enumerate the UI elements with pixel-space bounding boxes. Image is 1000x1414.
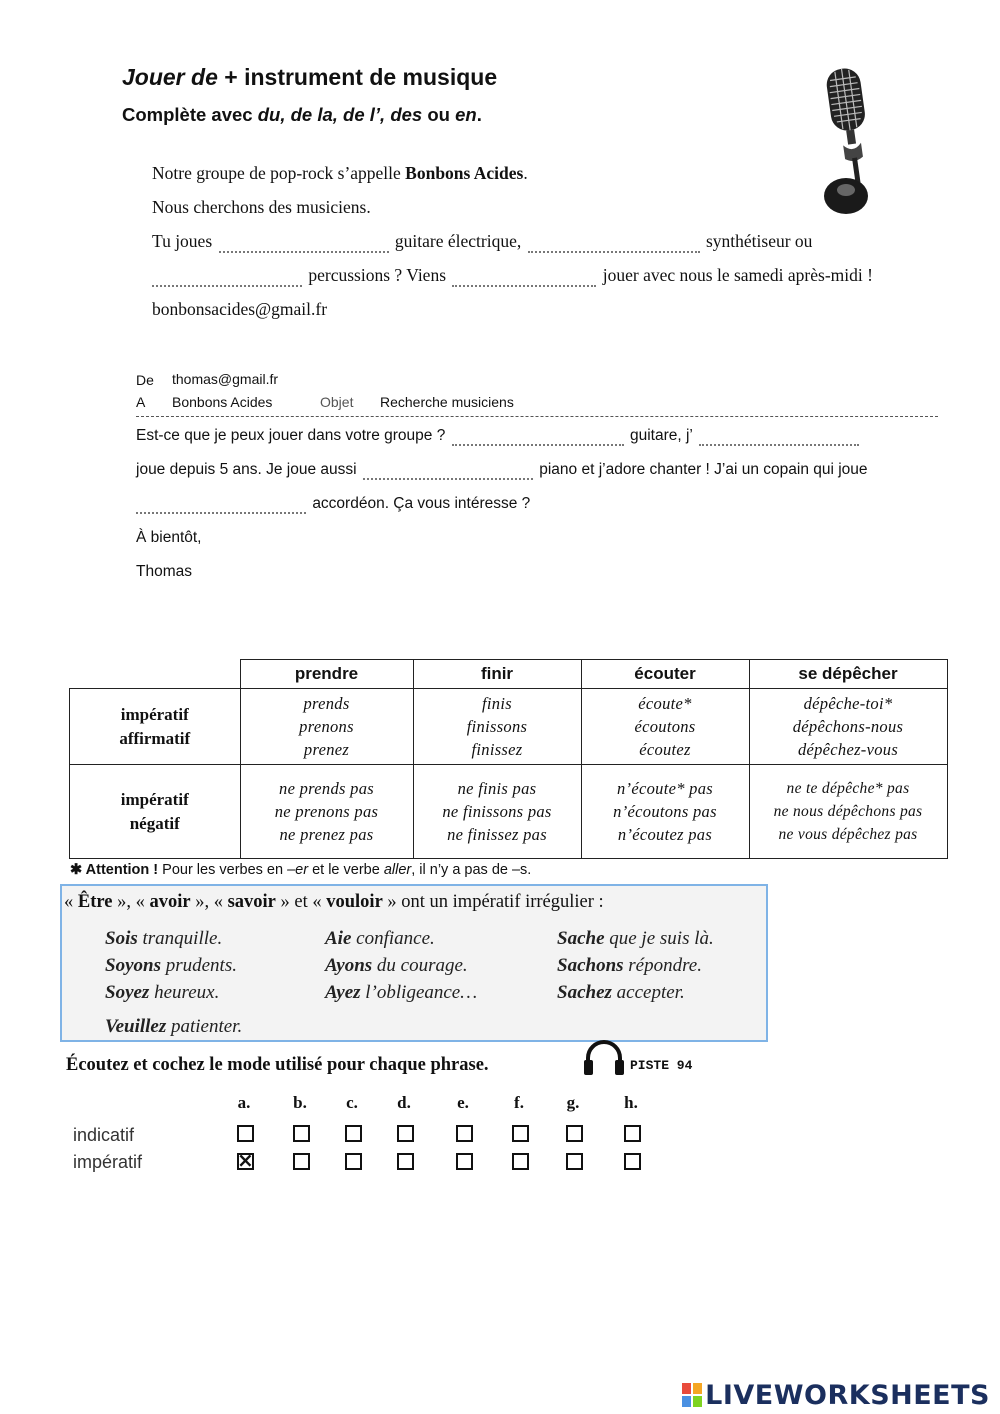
exercise-instruction bbox=[122, 104, 482, 126]
table-header: se dépêcher bbox=[749, 660, 947, 689]
headphones-icon bbox=[582, 1040, 626, 1076]
checkbox-imperatif-h[interactable] bbox=[624, 1153, 641, 1170]
ad-line-1 bbox=[152, 163, 528, 184]
ad-line-3 bbox=[152, 231, 812, 253]
row-label-indicatif: indicatif bbox=[73, 1125, 135, 1145]
mail-line-1-b: guitare, j’ bbox=[629, 427, 693, 444]
checkbox-imperatif-c[interactable] bbox=[345, 1153, 362, 1170]
irr-verb-avoir: avoir bbox=[149, 892, 191, 912]
irregular-example bbox=[105, 982, 219, 1004]
mail-to-label: A bbox=[136, 394, 146, 410]
irr-rest: heureux. bbox=[149, 982, 220, 1003]
mail-line-3-a: accordéon. Ça vous intéresse ? bbox=[312, 495, 531, 512]
liveworksheets-logo[interactable] bbox=[682, 1380, 990, 1411]
table-header: prendre bbox=[240, 660, 413, 689]
verb-form: écoute* bbox=[638, 694, 692, 713]
irr-rest: que je suis là. bbox=[604, 928, 714, 949]
checkbox-indicatif-b[interactable] bbox=[293, 1125, 310, 1142]
band-name: Bonbons Acides bbox=[405, 163, 524, 183]
attention-note bbox=[70, 862, 531, 878]
logo-text: LIVEWORKSHEETS bbox=[705, 1380, 990, 1411]
note-aller: aller bbox=[383, 862, 412, 878]
blank-7-input[interactable] bbox=[363, 462, 533, 480]
column-letter: b. bbox=[293, 1093, 307, 1112]
table-corner bbox=[70, 660, 241, 689]
table-header-row bbox=[70, 660, 948, 689]
exercise-title bbox=[122, 64, 497, 91]
table-header: finir bbox=[413, 660, 581, 689]
verb-form: n’écoutons pas bbox=[613, 802, 717, 821]
checkbox-imperatif-e[interactable] bbox=[456, 1153, 473, 1170]
checkbox-imperatif-g[interactable] bbox=[566, 1153, 583, 1170]
table-row bbox=[70, 689, 948, 765]
irregular-example bbox=[325, 955, 468, 977]
irr-verb: Soyons bbox=[105, 955, 161, 976]
irregular-example bbox=[557, 955, 702, 977]
ad-line-4-a: percussions ? Viens bbox=[308, 265, 447, 285]
ad-line-3-b: guitare électrique, bbox=[394, 231, 522, 251]
liveworksheets-logo-icon bbox=[682, 1383, 702, 1407]
checkbox-indicatif-f[interactable] bbox=[512, 1125, 529, 1142]
irr-verb: Soyez bbox=[105, 982, 150, 1003]
checkbox-imperatif-f[interactable] bbox=[512, 1153, 529, 1170]
ad-line-3-a: Tu joues bbox=[152, 231, 213, 251]
verb-form: n’écoute* pas bbox=[617, 779, 713, 798]
verb-form: dépêchons-nous bbox=[792, 717, 904, 736]
blank-1-input[interactable] bbox=[219, 235, 389, 253]
ad-line-2: Nous cherchons des musiciens. bbox=[152, 197, 371, 217]
column-letter: e. bbox=[457, 1093, 469, 1112]
mail-line-3 bbox=[136, 495, 530, 514]
table-cell bbox=[240, 689, 413, 765]
column-letter: h. bbox=[624, 1093, 638, 1112]
blank-4-input[interactable] bbox=[452, 269, 596, 287]
irr-verb-vouloir: vouloir bbox=[326, 892, 383, 912]
listening-instruction: Écoutez et cochez le mode utilisé pour chaque phrase. bbox=[66, 1055, 489, 1075]
table-row bbox=[70, 765, 948, 859]
verb-form: finissons bbox=[466, 717, 528, 736]
ad-line-3-c: synthétiseur ou bbox=[705, 231, 813, 251]
mail-subject-label: Objet bbox=[320, 394, 354, 410]
title-italic: Jouer de bbox=[122, 64, 218, 90]
ad-line-1-end: . bbox=[523, 163, 528, 183]
row-label-line: négatif bbox=[129, 813, 180, 833]
irr-title-part: » et « bbox=[275, 892, 327, 912]
irregular-example bbox=[325, 982, 477, 1004]
checkbox-imperatif-a[interactable] bbox=[237, 1153, 254, 1170]
verb-form: ne vous dépêchez pas bbox=[778, 826, 918, 843]
verb-form: ne finissons pas bbox=[442, 802, 552, 821]
row-label-line: impératif bbox=[120, 789, 189, 809]
note-text-3: , il n’y a pas de –s. bbox=[411, 862, 532, 878]
irr-verb: Ayons bbox=[325, 955, 373, 976]
verb-form: ne nous dépêchons pas bbox=[773, 803, 923, 820]
microphone-icon bbox=[818, 62, 884, 217]
irr-title-part: « bbox=[64, 892, 78, 912]
column-letter: c. bbox=[346, 1093, 358, 1112]
irr-verb: Sachez bbox=[557, 982, 612, 1003]
mail-divider bbox=[136, 416, 938, 417]
mail-line-1 bbox=[136, 427, 861, 446]
mail-line-2-b: piano et j’adore chanter ! J’ai un copain qui joue bbox=[539, 461, 868, 478]
title-rest: + instrument de musique bbox=[217, 64, 498, 90]
mail-signature: Thomas bbox=[136, 563, 192, 580]
irr-title-part: » ont un impératif irrégulier : bbox=[382, 892, 604, 912]
verb-form: prends bbox=[303, 694, 350, 713]
verb-form: finis bbox=[482, 694, 512, 713]
irr-rest: du courage. bbox=[372, 955, 468, 976]
row-label bbox=[70, 689, 241, 765]
mail-line-2 bbox=[136, 461, 868, 480]
irr-rest: tranquille. bbox=[137, 928, 223, 949]
instruction-words: du, de la, de l’, des bbox=[257, 104, 423, 125]
irr-verb: Sache bbox=[557, 928, 605, 949]
irr-verb: Sois bbox=[105, 928, 138, 949]
checkbox-indicatif-d[interactable] bbox=[397, 1125, 414, 1142]
ad-line-4 bbox=[152, 265, 873, 287]
instruction-middle: ou bbox=[422, 104, 456, 125]
blank-2-input[interactable] bbox=[528, 235, 700, 253]
mail-from-label: De bbox=[136, 372, 154, 388]
irr-verb-etre: Être bbox=[77, 892, 113, 912]
irr-rest: patienter. bbox=[166, 1016, 243, 1037]
instruction-last: en bbox=[455, 104, 477, 125]
mail-to-value: Bonbons Acides bbox=[172, 394, 273, 410]
irr-verb: Veuillez bbox=[105, 1016, 167, 1037]
note-er: –er bbox=[287, 862, 309, 878]
irr-rest: l’obligeance… bbox=[360, 982, 478, 1003]
irr-verb-savoir: savoir bbox=[227, 892, 276, 912]
verb-form: ne te dépêche* pas bbox=[786, 780, 910, 797]
verb-form: prenez bbox=[303, 740, 350, 759]
checkbox-imperatif-d[interactable] bbox=[397, 1153, 414, 1170]
checkbox-imperatif-b[interactable] bbox=[293, 1153, 310, 1170]
irregular-example bbox=[105, 928, 222, 950]
irr-verb: Aie bbox=[325, 928, 352, 949]
verb-form: ne finissez pas bbox=[447, 825, 547, 844]
blank-5-input[interactable] bbox=[452, 428, 624, 446]
verb-form: ne prenez pas bbox=[279, 825, 374, 844]
irr-title-part: », « bbox=[112, 892, 150, 912]
verb-form: finissez bbox=[471, 740, 523, 759]
mail-closing: À bientôt, bbox=[136, 529, 202, 546]
checkbox-indicatif-h[interactable] bbox=[624, 1125, 641, 1142]
irregular-title bbox=[64, 892, 604, 913]
irr-verb: Sachons bbox=[557, 955, 624, 976]
checkbox-indicatif-e[interactable] bbox=[456, 1125, 473, 1142]
irregular-example bbox=[325, 928, 435, 950]
track-label: PISTE 94 bbox=[630, 1058, 693, 1073]
mail-line-2-a: joue depuis 5 ans. Je joue aussi bbox=[136, 461, 357, 478]
irr-title-part: », « bbox=[190, 892, 228, 912]
note-text-2: et le verbe bbox=[308, 862, 384, 878]
row-label-imperatif: impératif bbox=[73, 1152, 143, 1172]
verb-form: ne prenons pas bbox=[274, 802, 379, 821]
instruction-end: . bbox=[476, 104, 482, 125]
mail-from-value: thomas@gmail.fr bbox=[172, 371, 279, 387]
table-cell bbox=[749, 765, 947, 859]
row-label bbox=[70, 765, 241, 859]
row-label-line: impératif bbox=[120, 704, 189, 724]
irregular-example bbox=[105, 955, 237, 977]
verb-form: dépêchez-vous bbox=[797, 740, 899, 759]
verb-form: prenons bbox=[299, 717, 354, 736]
irregular-example bbox=[105, 1016, 242, 1038]
verb-form: ne finis pas bbox=[457, 779, 537, 798]
column-letter: d. bbox=[397, 1093, 411, 1112]
checkbox-indicatif-a[interactable] bbox=[237, 1125, 254, 1142]
checkbox-indicatif-g[interactable] bbox=[566, 1125, 583, 1142]
column-letter: g. bbox=[566, 1093, 580, 1112]
verb-form: ne prends pas bbox=[279, 779, 374, 798]
instruction-prefix: Complète avec bbox=[122, 104, 258, 125]
row-label-line: affirmatif bbox=[119, 728, 191, 748]
table-cell bbox=[749, 689, 947, 765]
column-letter: f. bbox=[514, 1093, 524, 1112]
checkbox-indicatif-c[interactable] bbox=[345, 1125, 362, 1142]
band-email: bonbonsacides@gmail.fr bbox=[152, 299, 328, 319]
attention-label: ✱ Attention ! bbox=[70, 862, 159, 878]
table-header: écouter bbox=[581, 660, 749, 689]
irregular-example bbox=[557, 928, 714, 950]
irr-rest: accepter. bbox=[611, 982, 685, 1003]
blank-6-input[interactable] bbox=[699, 428, 859, 446]
irr-verb: Ayez bbox=[325, 982, 361, 1003]
verb-form: écoutons bbox=[634, 717, 696, 736]
table-cell bbox=[413, 765, 581, 859]
mail-line-1-a: Est-ce que je peux jouer dans votre groupe ? bbox=[136, 427, 446, 444]
ad-line-1-text: Notre groupe de pop-rock s’appelle bbox=[152, 163, 406, 183]
irregular-example bbox=[557, 982, 685, 1004]
verb-form: n’écoutez pas bbox=[617, 825, 713, 844]
note-text-1: Pour les verbes en bbox=[158, 862, 288, 878]
table-cell bbox=[413, 689, 581, 765]
blank-8-input[interactable] bbox=[136, 496, 306, 514]
mail-subject-value: Recherche musiciens bbox=[380, 394, 514, 410]
irr-rest: confiance. bbox=[351, 928, 435, 949]
ad-line-4-b: jouer avec nous le samedi après-midi ! bbox=[602, 265, 873, 285]
table-cell bbox=[240, 765, 413, 859]
table-cell bbox=[581, 689, 749, 765]
column-letter: a. bbox=[237, 1093, 251, 1112]
verb-form: écoutez bbox=[639, 740, 691, 759]
blank-3-input[interactable] bbox=[152, 269, 302, 287]
verb-form: dépêche-toi* bbox=[803, 694, 893, 713]
irr-rest: prudents. bbox=[160, 955, 237, 976]
table-cell bbox=[581, 765, 749, 859]
irr-rest: répondre. bbox=[623, 955, 702, 976]
imperative-table bbox=[69, 659, 948, 859]
